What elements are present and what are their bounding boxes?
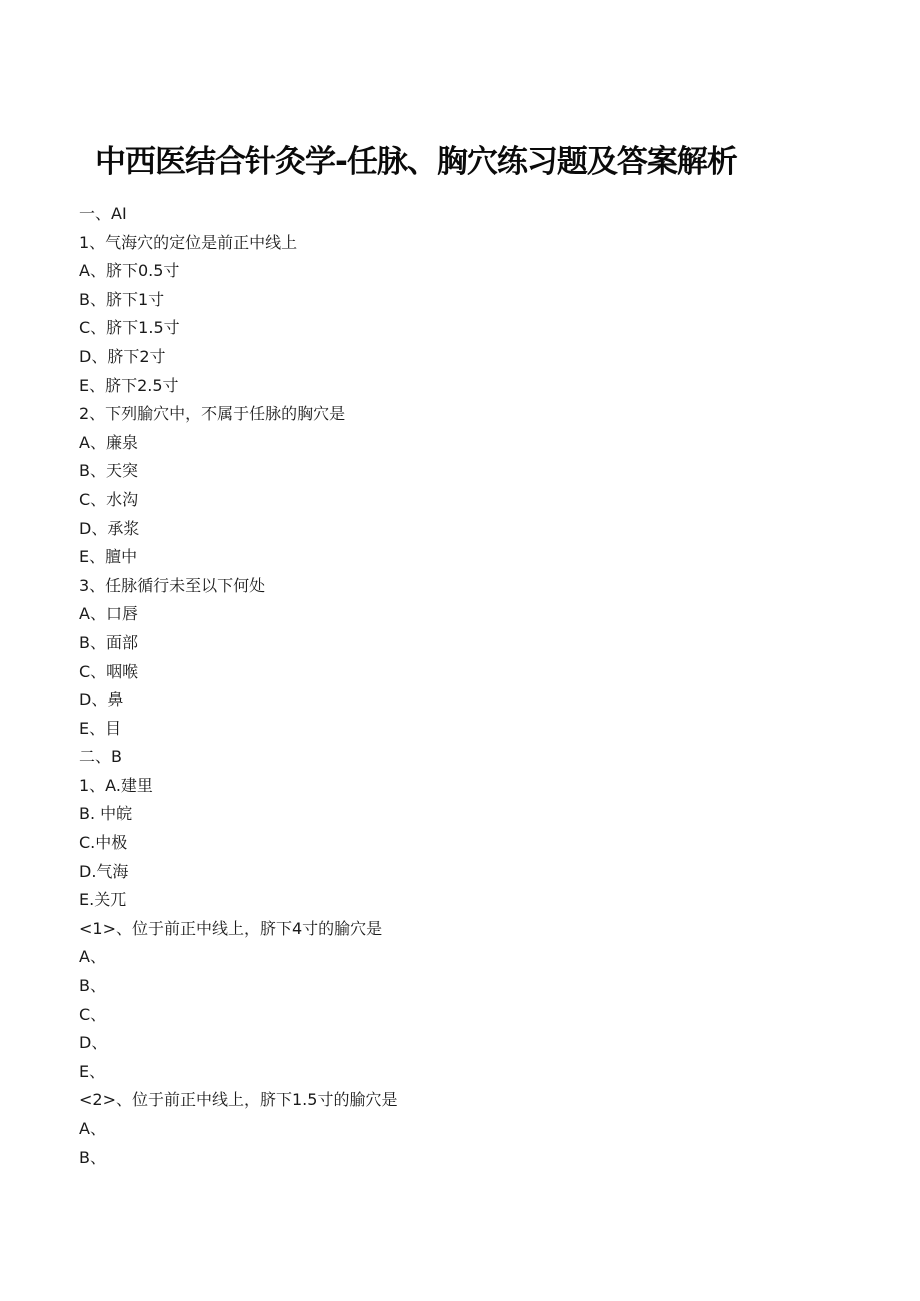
text-line: B、面部	[79, 632, 138, 652]
text-line: D.气海	[79, 861, 129, 881]
text-line: A、	[79, 1119, 106, 1138]
text-line: E、脐下2.5寸	[79, 375, 179, 395]
text-line: <1>、位于前正中线上，脐下4寸的腧穴是	[79, 918, 383, 938]
text-line: A、口唇	[79, 604, 138, 624]
text-line: 1、A.建里	[79, 775, 153, 795]
text-line: 1、气海穴的定位是前正中线上	[79, 232, 298, 252]
text-line: A、廉泉	[79, 432, 138, 452]
text-line: E、目	[79, 718, 122, 738]
text-line: D、承浆	[79, 518, 140, 538]
text-line: E.关兀	[79, 890, 127, 910]
text-line: A、	[79, 947, 106, 967]
text-line: 3、任脉循行未至以下何处	[79, 575, 266, 595]
text-line: C、咽喉	[79, 661, 139, 681]
text-line: B. 中皖	[79, 804, 133, 824]
text-line: C、水沟	[79, 489, 139, 509]
text-line: E、	[79, 1061, 106, 1081]
text-line: B、	[79, 1147, 106, 1167]
text-line: D、脐下2寸	[79, 346, 166, 366]
text-line: D、鼻	[79, 690, 124, 710]
text-line: 2、下列腧穴中，不属于任脉的胸穴是	[79, 404, 346, 424]
text-line: 二、B	[79, 747, 122, 767]
text-line: <2>、位于前正中线上，脐下1.5寸的腧穴是	[79, 1090, 398, 1110]
text-line: E、膻中	[79, 547, 138, 567]
text-line: C、脐下1.5寸	[79, 318, 180, 338]
text-line: D、	[79, 1033, 108, 1053]
question-list	[79, 200, 839, 1172]
text-line: B、脐下1寸	[79, 289, 165, 309]
text-line: A、脐下0.5寸	[79, 261, 180, 281]
document-title: 中西医结合针灸学-任脉、胸穴练习题及答案解析	[95, 144, 737, 180]
text-line: C.中极	[79, 833, 128, 853]
text-line: 一、AI	[79, 204, 127, 223]
text-line: C、	[79, 1004, 107, 1024]
text-line: B、天突	[79, 461, 138, 481]
text-line: B、	[79, 976, 106, 996]
